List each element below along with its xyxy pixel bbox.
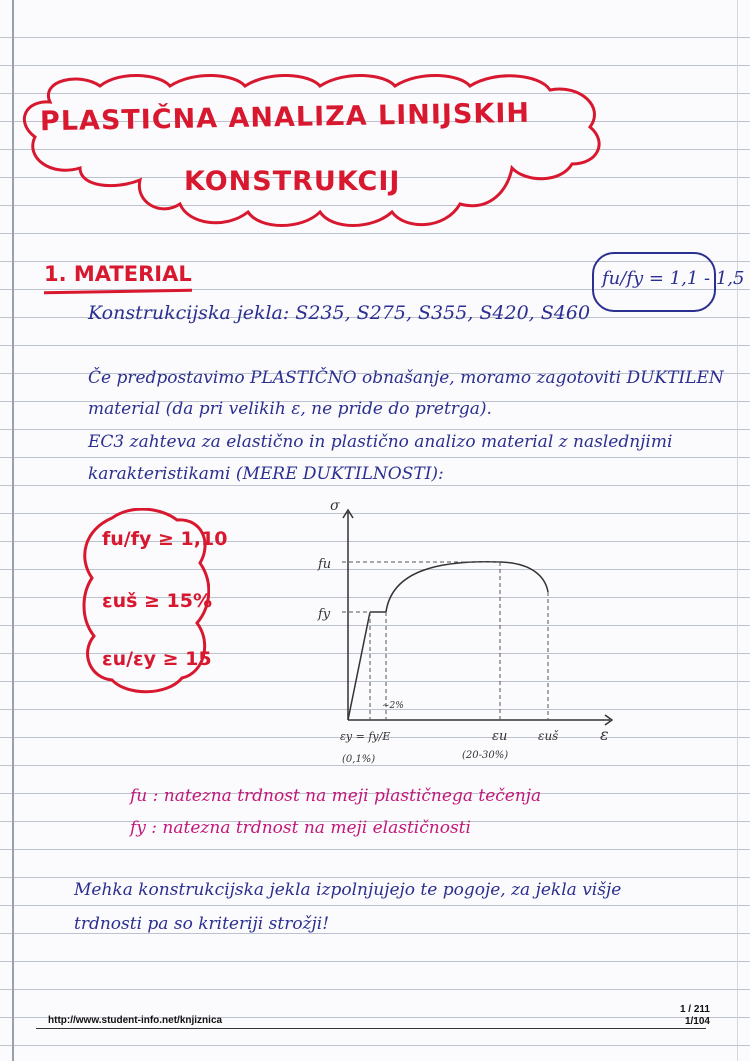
- paragraph-line-2: material (da pri velikih ε, ne pride do pretrga).: [88, 399, 492, 419]
- requirement-strain: εuš ≥ 15%: [102, 590, 213, 612]
- eps-us-label: εuš: [538, 729, 559, 743]
- plateau-note: ~2%: [382, 701, 404, 711]
- page-title-line1: PLASTIČNA ANALIZA LINIJSKIH: [39, 97, 531, 138]
- eps-y-label: εy = fy/E: [340, 730, 391, 743]
- page-right-edge: [737, 0, 738, 1061]
- paragraph-line-4: karakteristikami (MERE DUKTILNOSTI):: [88, 464, 444, 484]
- footer-page-doc: 1/104: [684, 1016, 710, 1027]
- eps-u-label: εu: [492, 729, 508, 744]
- hardening-curve: [386, 562, 548, 612]
- paragraph-line-1: Če predpostavimo PLASTIČNO obnašanje, moramo zagotoviti DUKTILEN: [88, 368, 724, 388]
- eps-u-note: (20-30%): [462, 750, 509, 761]
- requirement-ratio: fu/fy ≥ 1,10: [102, 528, 228, 550]
- page-title-line2: KONSTRUKCIJ: [184, 166, 401, 197]
- eps-y-note: (0,1%): [342, 754, 376, 765]
- footer-page-total: 1 / 211: [679, 1004, 710, 1015]
- legend-fy: fy : natezna trdnost na meji elastičnosti: [130, 818, 471, 838]
- conclusion-line-2: trdnosti pa so kriteriji strožji!: [74, 914, 330, 934]
- fu-label: fu: [318, 557, 332, 572]
- requirement-strain-ratio: εu/εy ≥ 15: [102, 648, 212, 670]
- footer-page-numbers: [680, 1004, 710, 1028]
- elastic-line: [348, 612, 370, 720]
- stress-strain-diagram: [300, 500, 630, 780]
- section-heading: 1. MATERIAL: [44, 262, 192, 286]
- page-margin-line: [12, 0, 14, 1061]
- section-heading-underline: [44, 289, 192, 295]
- fy-label: fy: [318, 607, 331, 622]
- y-axis-label: σ: [330, 500, 340, 514]
- footer-rule: [36, 1028, 706, 1029]
- paragraph-line-3: EC3 zahteva za elastično in plastično analizo material z naslednjimi: [88, 432, 673, 452]
- title-cloud-outline: [20, 72, 606, 232]
- footer-url[interactable]: http://www.student-info.net/knjiznica: [48, 1015, 223, 1026]
- ratio-note: fu/fy = 1,1 - 1,5: [602, 268, 745, 289]
- conclusion-line-1: Mehka konstrukcijska jekla izpolnjujejo te pogoje, za jekla višje: [74, 880, 622, 900]
- x-axis-label: ε: [600, 725, 609, 744]
- steel-grades-line: Konstrukcijska jekla: S235, S275, S355, S420, S460: [88, 302, 591, 324]
- legend-fu: fu : natezna trdnost na meji plastičnega tečenja: [130, 786, 542, 806]
